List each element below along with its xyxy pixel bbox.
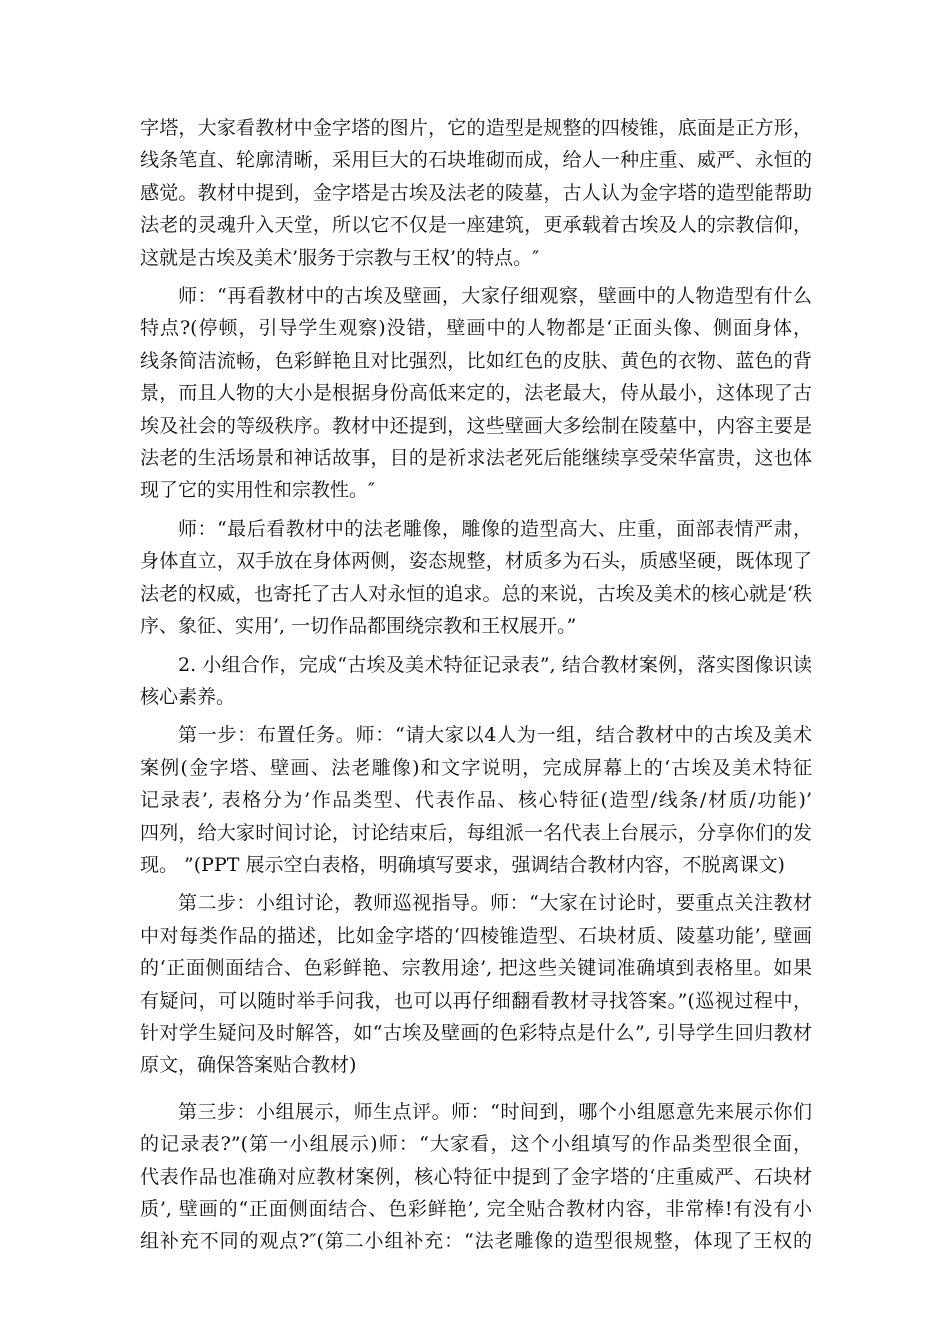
text-line: 组补充不同的观点?″(第二小组补充：“法老雕像的造型很规整，体现了王权的 <box>140 1230 812 1253</box>
text-line: 2. 小组合作，完成“古埃及美术特征记录表”, 结合教材案例，落实图像识读 <box>178 653 812 676</box>
text-line: 四列，给大家时间讨论，讨论结束后，每组派一名代表上台展示，分享你们的发 <box>140 821 812 844</box>
text-line: 特点?(停顿，引导学生观察)没错，壁画中的人物都是‘正面头像、侧面身体， <box>140 317 812 340</box>
text-line: 师：“最后看教材中的法老雕像，雕像的造型高大、庄重，面部表情严肃， <box>178 517 812 540</box>
text-line: 师：“再看教材中的古埃及壁画，大家仔细观察，壁画中的人物造型有什么 <box>178 285 812 308</box>
text-line: 质’, 壁画的“正面侧面结合、色彩鲜艳’, 完全贴合教材内容，非常棒!有没有小 <box>140 1198 812 1220</box>
text-line: 景，而且人物的大小是根据身份高低来定的，法老最大，侍从最小，这体现了古 <box>140 382 812 405</box>
text-line: 现了它的实用性和宗教性。″ <box>140 479 376 502</box>
text-line: 第二步：小组讨论，教师巡视指导。师：“大家在讨论时，要重点关注教材 <box>178 892 812 915</box>
paragraph-group-task <box>140 649 812 714</box>
text-line: 案例(金字塔、壁画、法老雕像)和文字说明，完成屏幕上的‘古埃及美术特征 <box>140 756 812 779</box>
text-line: 法老的灵魂升入天堂，所以它不仅是一座建筑，更承载着古埃及人的宗教信仰， <box>140 214 812 237</box>
paragraph-step-three <box>140 1096 812 1258</box>
text-line: 线条简洁流畅，色彩鲜艳且对比强烈，比如红色的皮肤、黄色的衣物、蓝色的背 <box>140 349 812 372</box>
text-line: 这就是古埃及美术’服务于宗教与王权’的特点。″ <box>140 246 540 269</box>
text-line: 法老的生活场景和神话故事，目的是祈求法老死后能继续享受荣华富贵，这也体 <box>140 447 812 470</box>
text-line: 原文，确保答案贴合教材) <box>140 1054 357 1077</box>
text-line: 感觉。教材中提到，金字塔是古埃及法老的陵墓，古人认为金字塔的造型能帮助 <box>140 181 812 204</box>
text-line: 有疑问，可以随时举手问我，也可以再仔细翻看教材寻找答案。”(巡视过程中， <box>140 989 812 1012</box>
text-line: 的记录表?”(第一小组展示)师：“大家看，这个小组填写的作品类型很全面， <box>140 1133 812 1156</box>
text-line: 线条笔直、轮廓清晰，采用巨大的石块堆砌而成，给人一种庄重、威严、永恒的 <box>140 149 812 172</box>
text-line: 核心素养。 <box>140 685 236 708</box>
text-line: 代表作品也准确对应教材案例，核心特征中提到了金字塔的‘庄重威严、石块材 <box>140 1165 812 1188</box>
text-line: 法老的权威，也寄托了古人对永恒的追求。总的来说，古埃及美术的核心就是‘秩 <box>140 582 812 605</box>
text-line: 身体直立，双手放在身体两侧，姿态规整，材质多为石头，质感坚硬，既体现了 <box>140 550 812 573</box>
text-line: 第一步：布置任务。师：“请大家以4人为一组，结合教材中的古埃及美术 <box>178 724 812 747</box>
document-body <box>140 112 812 1258</box>
paragraph-step-two <box>140 887 812 1081</box>
text-line: 序、象征、实用’, 一切作品都围绕宗教和王权展开。” <box>140 615 577 638</box>
paragraph-step-one <box>140 719 812 881</box>
text-line: 埃及社会的等级秩序。教材中还提到，这些壁画大多绘制在陵墓中，内容主要是 <box>140 414 812 437</box>
text-line: 针对学生疑问及时解答，如“古埃及壁画的色彩特点是什么”, 引导学生回归教材 <box>140 1021 812 1044</box>
paragraph-murals <box>140 280 812 507</box>
text-line: 中对每类作品的描述，比如金字塔的‘四棱锥造型、石块材质、陵墓功能’, 壁画 <box>140 924 812 947</box>
text-line: 的‘正面侧面结合、色彩鲜艳、宗教用途’, 把这些关键词准确填到表格里。如果 <box>140 957 812 980</box>
text-line: 记录表’, 表格分为’作品类型、代表作品、核心特征(造型/线条/材质/功能)’ <box>140 789 812 812</box>
text-line: 第三步：小组展示，师生点评。师：“时间到，哪个小组愿意先来展示你们 <box>178 1100 812 1123</box>
paragraph-pyramid <box>140 112 812 274</box>
text-line: 现。 ”(PPT 展示空白表格，明确填写要求，强调结合教材内容，不脱离课文) <box>140 853 785 876</box>
text-line: 字塔，大家看教材中金字塔的图片，它的造型是规整的四棱锥，底面是正方形， <box>140 117 812 139</box>
paragraph-statues <box>140 513 812 643</box>
